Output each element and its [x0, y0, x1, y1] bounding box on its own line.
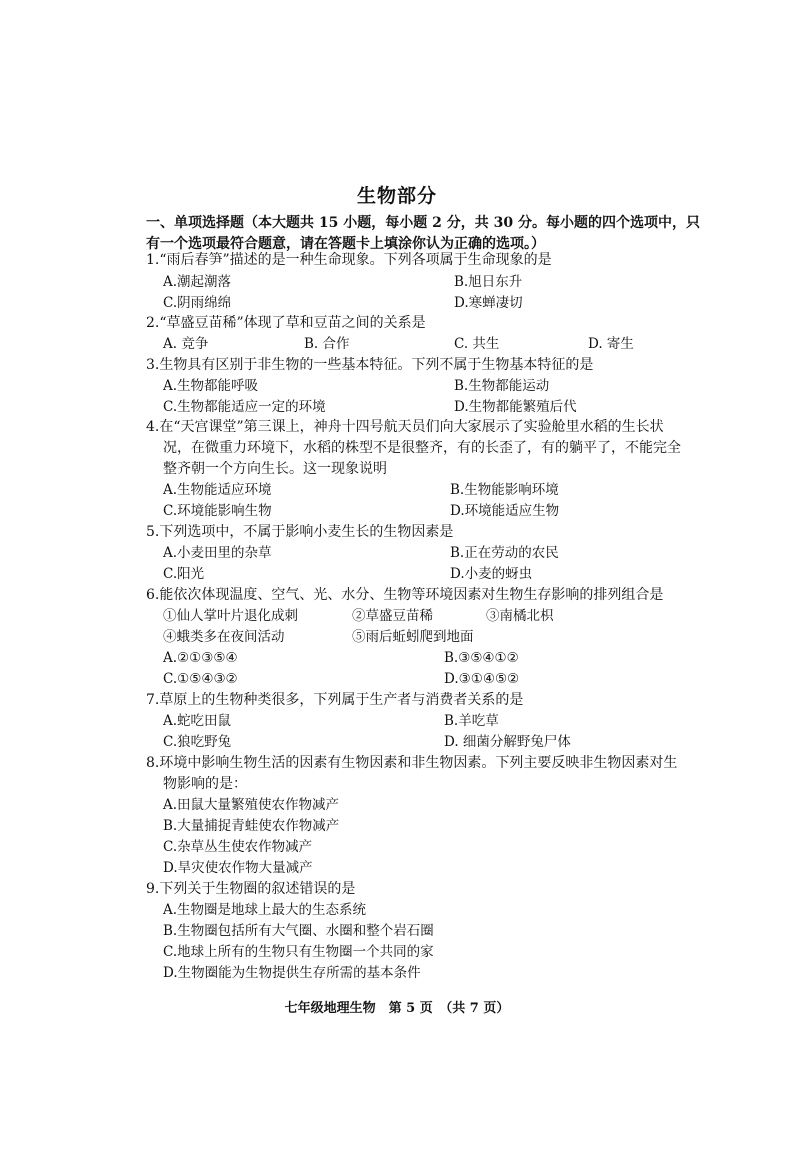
statement-item: ①仙人掌叶片退化成刺 — [163, 608, 298, 624]
option: D.生物都能繁殖后代 — [454, 399, 577, 415]
question-stem-line: 4.在“天宫课堂”第三课上，神舟十四号航天员们向大家展示了实验舱里水稻的生长状 — [146, 419, 664, 435]
option: D.小麦的蚜虫 — [450, 566, 533, 582]
question-stem-line: 8.环境中影响生物生活的因素有生物因素和非生物因素。下列主要反映非生物因素对生 — [146, 755, 678, 771]
option: D.③①④⑤② — [444, 671, 520, 687]
option: C.①⑤④③② — [163, 671, 238, 687]
question-stem: 5.下列选项中，不属于影响小麦生长的生物因素是 — [146, 524, 454, 540]
option: C. 共生 — [454, 336, 500, 352]
option: A.田鼠大量繁殖使农作物减产 — [163, 797, 340, 813]
option: C.地球上所有的生物只有生物圈一个共同的家 — [163, 944, 434, 960]
option: C.生物都能适应一定的环境 — [163, 399, 326, 415]
question-stem: 7.草原上的生物种类很多，下列属于生产者与消费者关系的是 — [146, 692, 524, 708]
option: B.正在劳动的农民 — [450, 545, 559, 561]
option: B.生物都能运动 — [454, 378, 550, 394]
option: C.狼吃野兔 — [163, 734, 232, 750]
statement-item: ②草盛豆苗稀 — [352, 608, 433, 624]
option: B.③⑤④①② — [444, 650, 519, 666]
question-stem: 3.生物具有区别于非生物的一些基本特征。下列不属于生物基本特征的是 — [146, 357, 594, 373]
option: D. 细菌分解野兔尸体 — [444, 734, 571, 750]
option: B.生物能影响环境 — [450, 482, 559, 498]
section-title: 生物部分 — [356, 185, 437, 207]
question-stem: 9.下列关于生物圈的叙述错误的是 — [146, 881, 356, 897]
option: A.生物圈是地球上最大的生态系统 — [163, 902, 367, 918]
option: D.旱灾使农作物大量减产 — [163, 860, 313, 876]
option: D.寒蝉凄切 — [454, 295, 523, 311]
option: D.环境能适应生物 — [450, 503, 560, 519]
option: A.②①③⑤④ — [163, 650, 238, 666]
option: A.生物都能呼吸 — [163, 378, 259, 394]
option: A.生物能适应环境 — [163, 482, 272, 498]
option: A.蛇吃田鼠 — [163, 713, 232, 729]
question-stem-line: 况，在微重力环境下，水稻的株型不是很整齐，有的长歪了，有的躺平了，不能完全 — [163, 440, 681, 456]
statement-item: ③南橘北枳 — [486, 608, 554, 624]
option: B.旭日东升 — [454, 274, 523, 290]
question-stem: 1.“雨后春笋”描述的是一种生命现象。下列各项属于生命现象的是 — [146, 252, 552, 268]
question-stem-line: 物影响的是： — [163, 776, 247, 792]
section-instructions: 一、单项选择题（本大题共 15 小题，每小题 2 分，共 30 分。每小题的四个选项中，只有一个选项最符合题意，请在答题卡上填涂你认为正确的选项。） — [146, 215, 700, 252]
option: C.杂草丛生使农作物减产 — [163, 839, 313, 855]
question-stem: 2.“草盛豆苗稀”体现了草和豆苗之间的关系是 — [146, 315, 426, 331]
page-footer: 七年级地理生物 第 5 页 （共 7 页） — [284, 1001, 510, 1016]
option: A.潮起潮落 — [163, 274, 232, 290]
option: A. 竞争 — [163, 336, 209, 352]
option: C.环境能影响生物 — [163, 503, 272, 519]
option: B. 合作 — [304, 336, 350, 352]
option: B.大量捕捉青蛙使农作物减产 — [163, 818, 340, 834]
option: C.阳光 — [163, 566, 205, 582]
statement-item: ⑤雨后蚯蚓爬到地面 — [352, 629, 474, 645]
option: A.小麦田里的杂草 — [163, 545, 272, 561]
question-stem-line: 整齐朝一个方向生长。这一现象说明 — [163, 461, 387, 477]
option: C.阴雨绵绵 — [163, 295, 232, 311]
statement-item: ④蛾类多在夜间活动 — [163, 629, 285, 645]
option: D.生物圈能为生物提供生存所需的基本条件 — [163, 965, 421, 981]
option: B.生物圈包括所有大气圈、水圈和整个岩石圈 — [163, 923, 434, 939]
option: D. 寄生 — [588, 336, 634, 352]
option: B.羊吃草 — [444, 713, 499, 729]
question-stem: 6.能依次体现温度、空气、光、水分、生物等环境因素对生物生存影响的排列组合是 — [146, 587, 664, 603]
